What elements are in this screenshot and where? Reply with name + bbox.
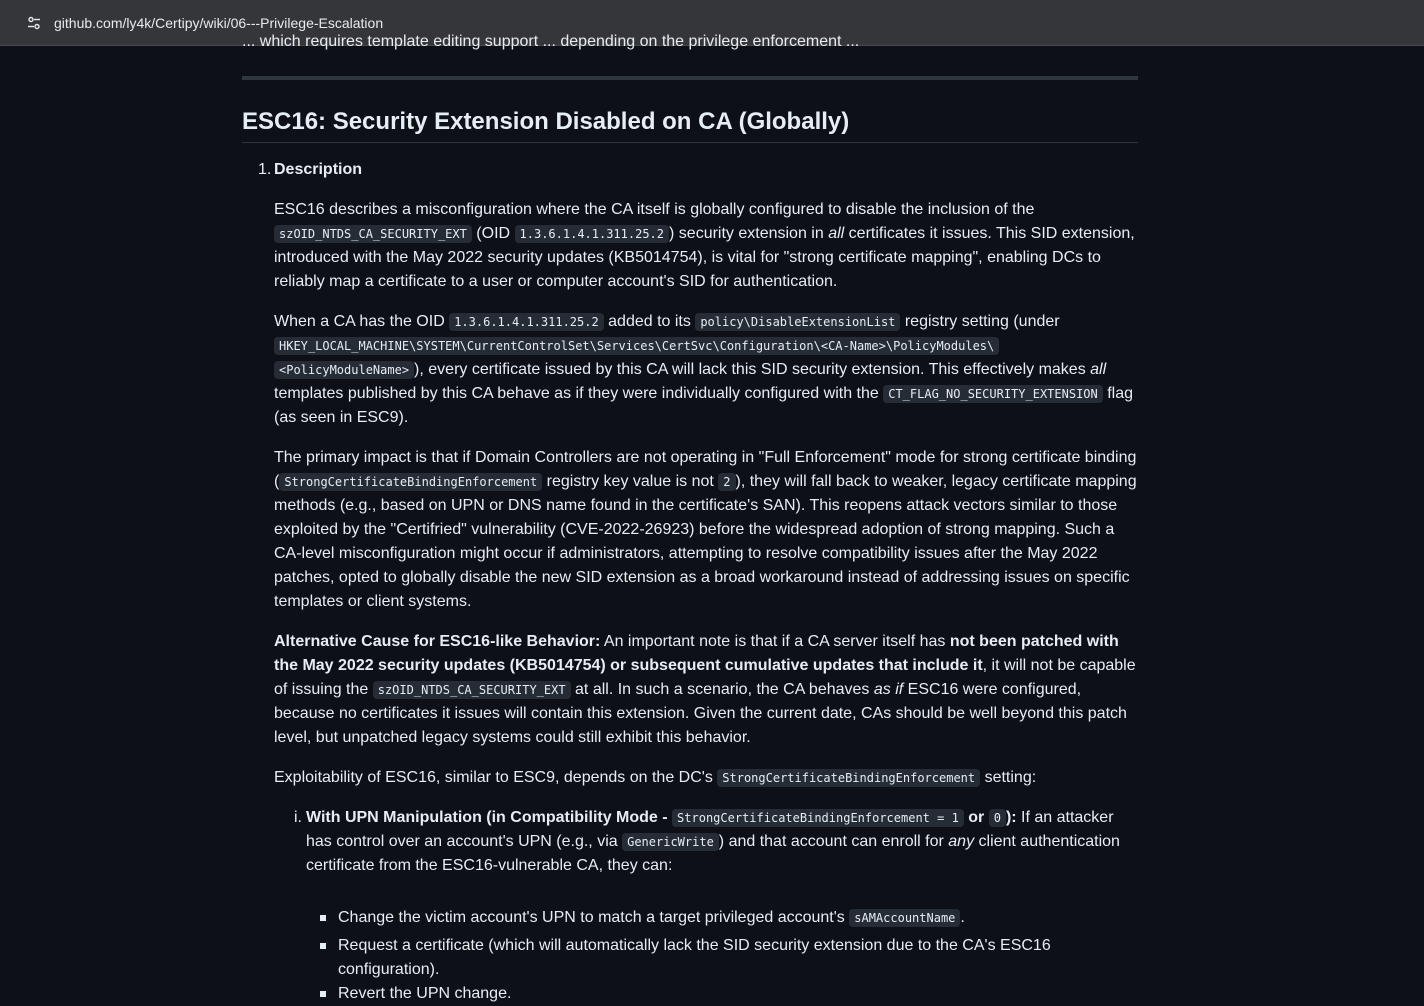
sublist-item	[306, 806, 1138, 878]
emphasis: all	[1090, 361, 1107, 378]
text: added to its	[603, 313, 696, 330]
text: ESC16 describes a misconfiguration where the CA itself is globally configured to disable the inclusion of the	[274, 201, 1035, 218]
bullet-item	[338, 906, 1138, 930]
section-divider	[242, 76, 1138, 80]
paragraph-2	[274, 310, 1138, 430]
paragraph-3	[274, 446, 1138, 614]
bold-text: With UPN Manipulation (in Compatibility Mode -	[306, 809, 673, 826]
text: ), they will fall back to weaker, legacy certificate mapping methods (e.g., based on UPN or DNS name found in the certificate's SAN). This reopens attack vectors similar to those exploited by the "Certifried" vulnerability (CVE-2022-26923) before the widespread adoption of strong mapping. Such a CA-level misconfiguration might occur if administrators, attempting to resolve compatibility issues after the May 2022 patches, opted to globally disable the new SID extension as a broad workaround instead of addressing issues on specific templates or client systems.	[274, 473, 1137, 610]
text: If an attacker has control over an account's UPN (e.g., via	[306, 809, 1114, 850]
inline-code: sAMAccountName	[849, 909, 960, 927]
list-number: 1.	[258, 161, 272, 178]
text: registry setting (under	[900, 313, 1060, 330]
text: certificates it issues. This SID extension, introduced with the May 2022 security updates (KB5014754), is vital for "strong certificate mapping", enabling DCs to reliably map a certificate to a user or computer account's SID for authentication.	[274, 225, 1135, 290]
inline-code: StrongCertificateBindingEnforcement	[717, 769, 980, 787]
inline-code: GenericWrite	[622, 833, 719, 851]
emphasis: all	[828, 225, 845, 242]
inline-code: StrongCertificateBindingEnforcement = 1	[672, 809, 964, 827]
url-text[interactable]: github.com/ly4k/Certipy/wiki/06---Privilege-Escalation	[54, 15, 384, 31]
bold-text: ):	[1005, 809, 1017, 826]
text: client authentication certificate from the ESC16-vulnerable CA, they can:	[306, 833, 1120, 874]
text: flag (as seen in ESC9).	[274, 385, 1133, 426]
text: registry key value is not	[542, 473, 719, 490]
text: Exploitability of ESC16, similar to ESC9, depends on the DC's	[274, 769, 718, 786]
emphasis: any	[948, 833, 975, 850]
text: , it will not be capable of issuing the	[274, 657, 1136, 698]
text: (OID	[471, 225, 515, 242]
bold-text: or	[963, 809, 989, 826]
paragraph-1	[274, 198, 1138, 294]
inline-code: HKEY_LOCAL_MACHINE\SYSTEM\CurrentControlSet\Services\CertSvc\Configuration\<CA-Name>\PolicyModules\	[274, 337, 999, 355]
sublist-marker: i.	[294, 809, 302, 826]
inline-code: CT_FLAG_NO_SECURITY_EXTENSION	[883, 385, 1103, 403]
text: The primary impact is that if Domain Controllers are not operating in "Full Enforcement" mode for strong certificate binding (	[274, 449, 1137, 490]
inline-code: <PolicyModuleName>	[274, 361, 414, 379]
text: ) security extension in	[669, 225, 829, 242]
bold-text: Alternative Cause for ESC16-like Behavior:	[274, 633, 601, 650]
paragraph-4	[274, 630, 1138, 750]
inline-code: 2	[718, 473, 735, 491]
tune-icon[interactable]	[21, 10, 47, 36]
bullet-marker	[320, 943, 326, 949]
text: at all. In such a scenario, the CA behaves	[570, 681, 874, 698]
bullet-marker	[320, 915, 326, 921]
text: When a CA has the OID	[274, 313, 450, 330]
inline-code: szOID_NTDS_CA_SECURITY_EXT	[373, 681, 571, 699]
text: ESC16 were configured, because no certificates it issues will contain this extension. Given the current date, CAs should be well beyond this patch level, but unpatched legacy systems could still exhibit this behavior.	[274, 681, 1127, 746]
text: An important note is that if a CA server itself has	[600, 633, 950, 650]
bullet-marker	[320, 991, 326, 997]
text: templates published by this CA behave as if they were individually configured with the	[274, 385, 884, 402]
inline-code: policy\DisableExtensionList	[695, 313, 900, 331]
item-title: Description	[274, 161, 363, 178]
text: ) and that account can enroll for	[718, 833, 949, 850]
inline-code: 0	[989, 809, 1006, 827]
inline-code: StrongCertificateBindingEnforcement	[279, 473, 542, 491]
text: ), every certificate issued by this CA will lack this SID security extension. This effectively makes	[414, 361, 1091, 378]
bullet-item: Request a certificate (which will automatically lack the SID security extension due to the CA's ESC16 configuration).	[338, 937, 1051, 978]
section-heading: ESC16: Security Extension Disabled on CA (Globally)	[242, 104, 1138, 143]
text: Change the victim account's UPN to match a target privileged account's	[338, 909, 850, 926]
paragraph-5	[274, 766, 1138, 790]
inline-code: 1.3.6.1.4.1.311.25.2	[515, 225, 670, 243]
text: .	[960, 909, 965, 926]
previous-section-fragment: ... which requires template editing support ... depending on the privilege enforcement ...	[242, 33, 860, 50]
inline-code: szOID_NTDS_CA_SECURITY_EXT	[274, 225, 472, 243]
text: setting:	[980, 769, 1037, 786]
bullet-item: Revert the UPN change.	[338, 985, 512, 1002]
bold-text: not been patched with the May 2022 security updates (KB5014754) or subsequent cumulative updates that include it	[274, 633, 1119, 674]
emphasis: as if	[873, 681, 904, 698]
inline-code: 1.3.6.1.4.1.311.25.2	[449, 313, 604, 331]
